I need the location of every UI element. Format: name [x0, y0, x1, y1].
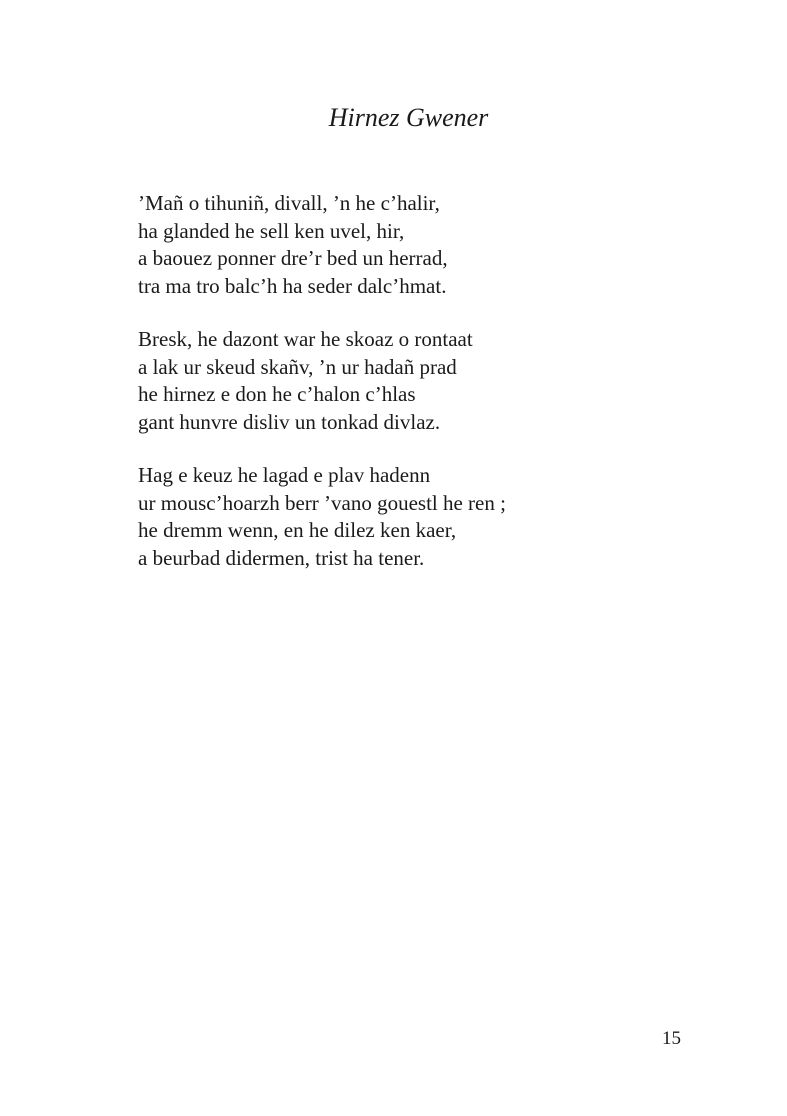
poem-line: he hirnez e don he c’halon c’hlas [138, 382, 416, 406]
poem-line: ’Mañ o tihuniñ, divall, ’n he c’halir, [138, 191, 440, 215]
page-number: 15 [662, 1028, 681, 1049]
poem-line: a beurbad didermen, trist ha tener. [138, 545, 425, 570]
poem-line: a baouez ponner dre’r bed un herrad, [138, 246, 448, 270]
poem-line: ur mousc’hoarzh berr ’vano gouestl he ren ; [138, 490, 506, 515]
stanza-2 [138, 326, 698, 436]
poem-line: Hag e keuz he lagad e plav hadenn [138, 463, 431, 487]
poem-line: a lak ur skeud skañv, ’n ur hadañ prad [138, 354, 457, 379]
stanza-1 [138, 190, 698, 300]
poem-line: he dremm wenn, en he dilez ken kaer, [138, 518, 457, 542]
poem-line: gant hunvre disliv un tonkad divlaz. [138, 409, 441, 434]
poem-line: Bresk, he dazont war he skoaz o rontaat [138, 327, 473, 351]
poem-line: ha glanded he sell ken uvel, hir, [138, 218, 405, 243]
poem-title: Hirnez Gwener [328, 103, 489, 132]
poem-body [138, 190, 698, 598]
poem-line: tra ma tro balc’h ha seder dalc’hmat. [138, 273, 447, 298]
stanza-3 [138, 462, 698, 572]
